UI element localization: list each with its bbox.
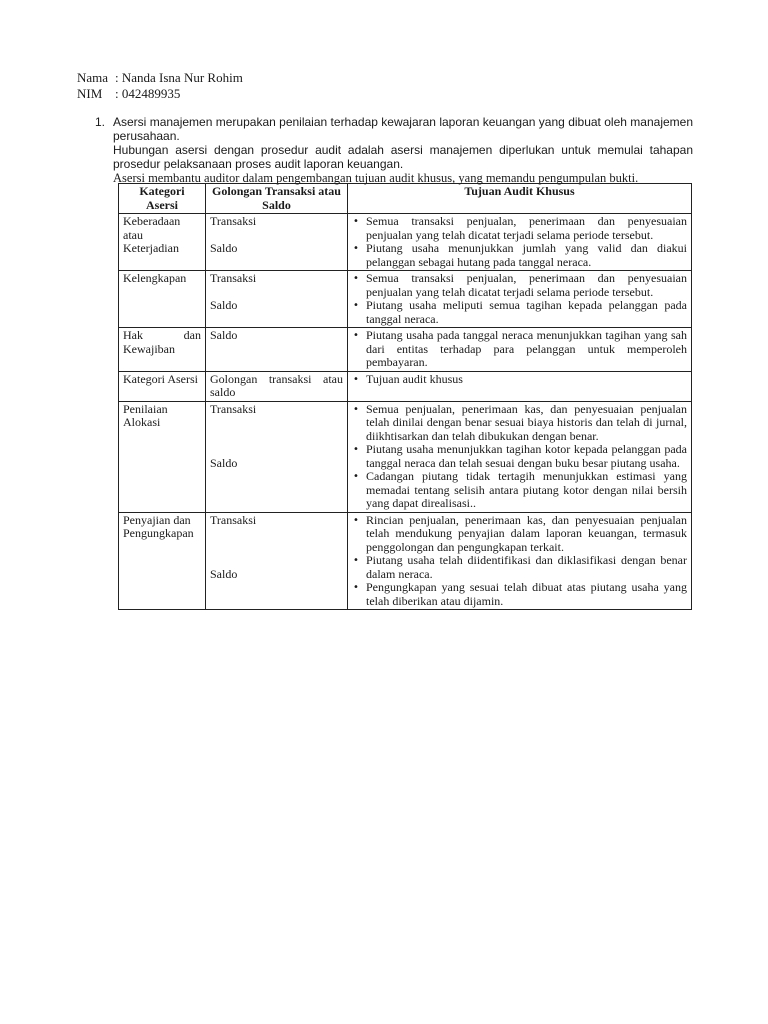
name-label: Nama bbox=[77, 70, 109, 85]
table-row bbox=[119, 271, 692, 328]
list-item: • Piutang usaha pada tanggal neraca menunjukkan tagihan yang sah dari entitas terhadap para pelanggan untuk memperoleh pembayaran. bbox=[366, 329, 687, 370]
list-item: • Rincian penjualan, penerimaan kas, dan penyesuaian penjualan telah mendukung penyajian dalam laporan keuangan, termasuk penggolongan dan pengungkapan terkait. bbox=[366, 514, 687, 555]
golongan-item: Saldo bbox=[210, 297, 238, 312]
item-number: 1. bbox=[95, 115, 106, 129]
list-item: • Pengungkapan yang sesuai telah dibuat atas piutang usaha yang telah diberikan atau dijamin. bbox=[366, 581, 687, 608]
cell-kategori: Keberadaan atau Keterjadian bbox=[119, 214, 206, 271]
golongan-item: Transaksi bbox=[210, 401, 257, 416]
cell-tujuan bbox=[348, 371, 692, 401]
golongan-item: Saldo bbox=[210, 456, 238, 470]
student-header bbox=[77, 70, 243, 102]
list-item: • Semua transaksi penjualan, penerimaan dan penyesuaian penjualan yang telah dicatat terjadi selama periode tersebut. bbox=[366, 215, 687, 242]
paragraph-relation: Hubungan asersi dengan prosedur audit adalah asersi manajemen diperlukan untuk memulai tahapan prosedur pelaksanaan proses audit laporan keuangan. bbox=[113, 143, 693, 171]
cell-tujuan bbox=[348, 271, 692, 328]
header-golongan: Golongan Transaksi atau Saldo bbox=[206, 184, 348, 214]
table-row bbox=[119, 214, 692, 271]
nim-value: : 042489935 bbox=[115, 86, 181, 101]
cell-golongan bbox=[206, 512, 348, 610]
cell-tujuan bbox=[348, 512, 692, 610]
cell-golongan bbox=[206, 401, 348, 512]
paragraph-purpose: Asersi membantu auditor dalam pengembangan tujuan audit khusus, yang memandu pengumpulan bukti. bbox=[113, 171, 639, 185]
list-item: • Piutang usaha telah diidentifikasi dan diklasifikasi dengan benar dalam neraca. bbox=[366, 554, 687, 581]
cell-kategori: Kelengkapan bbox=[119, 271, 206, 328]
golongan-item: Transaksi bbox=[210, 271, 257, 285]
nim-label: NIM bbox=[77, 86, 103, 101]
answer-item bbox=[95, 115, 693, 185]
cell-kategori: Penilaian Alokasi bbox=[119, 401, 206, 512]
cell-golongan bbox=[206, 214, 348, 271]
cell-kategori: Kategori Asersi bbox=[119, 371, 206, 401]
golongan-item: Transaksi bbox=[210, 214, 257, 228]
cell-golongan: Saldo bbox=[206, 328, 348, 372]
cell-tujuan bbox=[348, 328, 692, 372]
paragraph-definition: Asersi manajemen merupakan penilaian terhadap kewajaran laporan keuangan yang dibuat oleh manajemen perusahaan. bbox=[113, 115, 693, 143]
cell-golongan bbox=[206, 271, 348, 328]
header-kategori: Kategori Asersi bbox=[119, 184, 206, 214]
header-tujuan: Tujuan Audit Khusus bbox=[348, 184, 692, 214]
nim-row bbox=[77, 86, 243, 102]
table-row bbox=[119, 512, 692, 610]
list-item: • Semua penjualan, penerimaan kas, dan penyesuaian penjualan telah dinilai dengan benar sesuai biaya historis dan telah di jurnal, diikhtisarkan dan telah dibukukan dengan benar. bbox=[366, 403, 687, 444]
table-header-row bbox=[119, 184, 692, 214]
list-item: • Piutang usaha menunjukkan tagihan kotor kepada pelanggan pada tanggal neraca dan telah sesuai dengan buku besar piutang usaha. bbox=[366, 443, 687, 470]
cell-golongan: Golongan transaksi atau saldo bbox=[206, 371, 348, 401]
assertion-table bbox=[118, 183, 692, 610]
list-item: • Tujuan audit khusus bbox=[366, 373, 687, 387]
list-item: • Piutang usaha meliputi semua tagihan kepada pelanggan pada tanggal neraca. bbox=[366, 299, 687, 326]
table-row bbox=[119, 328, 692, 372]
cell-kategori: Penyajian dan Pengungkapan bbox=[119, 512, 206, 610]
name-value: : Nanda Isna Nur Rohim bbox=[115, 70, 243, 85]
table-row bbox=[119, 401, 692, 512]
cell-tujuan bbox=[348, 401, 692, 512]
cell-kategori: Hak dan Kewajiban bbox=[119, 328, 206, 372]
list-item: • Piutang usaha menunjukkan jumlah yang valid dan diakui pelanggan sebagai hutang pada tanggal neraca. bbox=[366, 242, 687, 269]
golongan-item: Transaksi bbox=[210, 512, 257, 527]
list-item: • Semua transaksi penjualan, penerimaan dan penyesuaian penjualan yang telah dicatat terjadi selama periode tersebut. bbox=[366, 272, 687, 299]
cell-tujuan bbox=[348, 214, 692, 271]
table-row bbox=[119, 371, 692, 401]
name-row bbox=[77, 70, 243, 86]
golongan-item: Saldo bbox=[210, 240, 238, 255]
golongan-item: Saldo bbox=[210, 567, 238, 581]
list-item: • Cadangan piutang tidak tertagih menunjukkan estimasi yang memadai tentang selisih antara piutang kotor dengan nilai bersih yang dapat direalisasi.. bbox=[366, 470, 687, 511]
